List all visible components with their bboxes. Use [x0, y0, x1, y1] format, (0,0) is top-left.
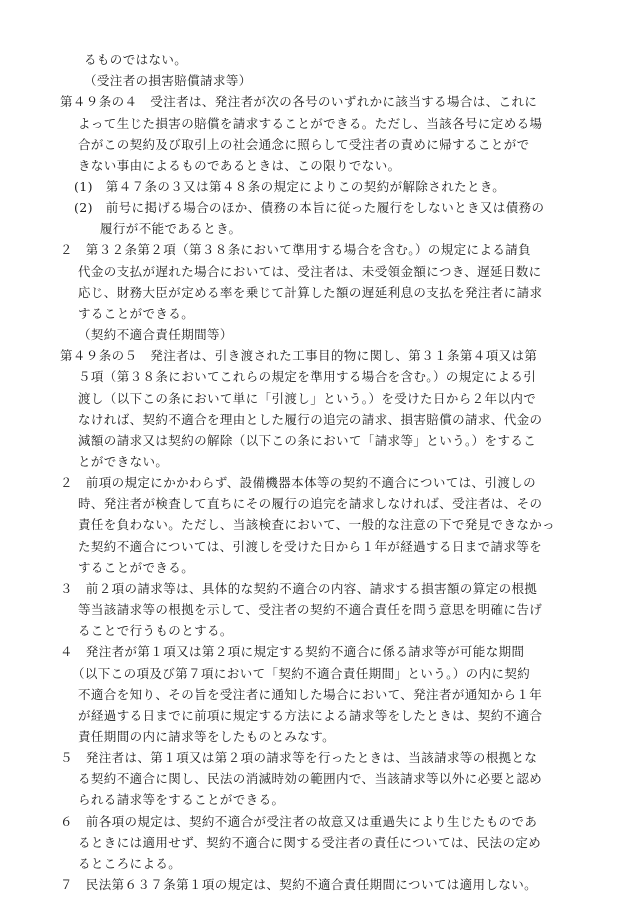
article-49-4-heading-line: 第４９条の４ 受注者は、発注者が次の各号のいずれかに該当する場合は、これに [60, 94, 538, 110]
paragraph-start: ２ 第３２条第２項（第３８条において準用する場合を含む。）の規定による請負 [60, 242, 532, 258]
text-line: が経過する日までに前項に規定する方法による請求等をしたときは、契約不適合 [78, 707, 543, 723]
text-line: 減額の請求又は契約の解除（以下この条において「請求等」という。）をするこ [78, 432, 537, 448]
text-line: 履行が不能であるとき。 [100, 221, 242, 237]
text-line: 代金の支払が遅れた場合においては、受注者は、未受領金額につき、遅延日数に [78, 263, 542, 279]
text-line: 等当該請求等の根拠を示して、受注者の契約不適合責任を問う意思を明確に告げ [78, 602, 543, 617]
text-line: 不適合を知り、その旨を受注者に通知した場合において、発注者が通知から１年 [78, 686, 543, 702]
paragraph-start: ４ 発注者が第１項又は第２項に規定する契約不適合に係る請求等が可能な期間 [60, 644, 525, 660]
text-line: きない事由によるものであるときは、この限りでない。 [78, 157, 401, 173]
paragraph-start: ３ 前２項の請求等は、具体的な契約不適合の内容、請求する損害額の算定の根拠 [60, 580, 538, 596]
text-line: なければ、契約不適合を理由とした履行の追完の請求、損害賠償の請求、代金の [78, 411, 543, 427]
text-line: るところによる。 [78, 855, 182, 871]
text-line: られる請求等をすることができる。 [78, 792, 285, 808]
section-heading: （受注者の損害賠償請求等） [84, 73, 252, 89]
text-line: た契約不適合については、引渡しを受けた日から１年が経過する日まで請求等を [78, 538, 543, 554]
text-line: 責任を負わない。ただし、当該検査において、一般的な注意の下で発見できなかっ [78, 517, 556, 533]
paragraph-start: ６ 前各項の規定は、契約不適合が受注者の故意又は重過失により生じたものであ [60, 813, 538, 829]
list-item-1: (1) 第４７条の３又は第４８条の規定によりこの契約が解除されたとき。 [74, 178, 506, 194]
article-49-5-heading-line: 第４９条の５ 発注者は、引き渡された工事目的物に関し、第３１条第４項又は第 [60, 348, 538, 364]
text-line: 時、発注者が検査して直ちにその履行の追完を請求しなければ、受注者は、その [78, 496, 543, 512]
text-line: 応じ、財務大臣が定める率を乗じて計算した額の遅延利息の支払を発注者に請求 [78, 284, 543, 300]
text-line: よって生じた損害の賠償を請求することができる。ただし、当該各号に定める場 [78, 115, 543, 131]
text-line: る契約不適合に関し、民法の消滅時効の範囲内で、当該請求等以外に必要と認め [78, 771, 543, 787]
paragraph-start: ２ 前項の規定にかかわらず、設備機器本体等の契約不適合については、引渡しの [60, 475, 537, 491]
text-line: 渡し（以下この条において単に「引渡し」という。）を受けた日から２年以内で [78, 390, 537, 406]
paragraph-start: ７ 民法第６３７条第１項の規定は、契約不適合責任期間については適用しない。 [60, 877, 538, 892]
paragraph-start: ５ 発注者は、第１項又は第２項の請求等を行ったときは、当該請求等の根拠とな [60, 750, 538, 766]
text-line: 合がこの契約及び取引上の社会通念に照らして受注者の責めに帰することがで [78, 136, 530, 152]
text-line: することができる。 [78, 559, 195, 575]
text-line: とができない。 [78, 453, 169, 469]
text-line: 責任期間の内に請求等をしたものとみなす。 [78, 728, 336, 744]
text-line: るものではない。 [84, 52, 188, 67]
list-item-2: (2) 前号に掲げる場合のほか、債務の本旨に従った履行をしないとき又は債務の [74, 200, 545, 216]
text-line: ることで行うものとする。 [78, 623, 233, 639]
text-line: することができる。 [78, 305, 195, 321]
text-line: るときには適用せず、契約不適合に関する受注者の責任については、民法の定め [78, 834, 542, 850]
section-heading: （契約不適合責任期間等） [78, 327, 233, 342]
text-line: ５項（第３８条においてこれらの規定を準用する場合を含む。）の規定による引 [78, 369, 537, 385]
text-line: （以下この項及び第７項において「契約不適合責任期間」という。）の内に契約 [72, 665, 531, 681]
